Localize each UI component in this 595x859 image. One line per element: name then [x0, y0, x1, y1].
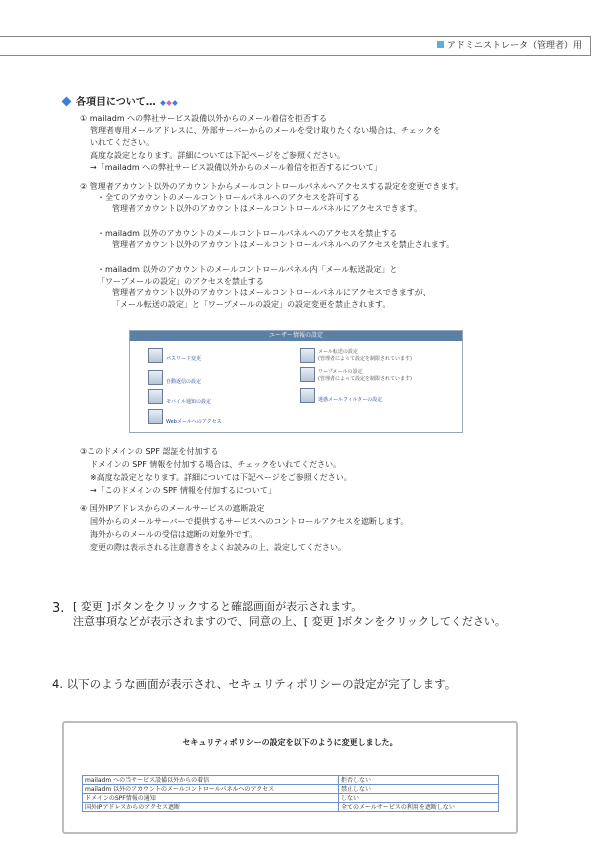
diamond-ornament-icon	[172, 100, 178, 106]
item1-title: ① mailadm への弊社サービス設備以外からのメール着信を拒否する	[80, 114, 328, 123]
table-cell-value: 禁止しない	[339, 785, 499, 794]
step4-text: 4. 以下のような画面が表示され、セキュリティポリシーの設定が完了します。	[52, 677, 457, 691]
table-cell-key: mailadm への当サービス設備以外からの着信	[83, 776, 339, 785]
item2-option: 「ワープメールの設定」のアクセスを禁止する	[97, 277, 264, 286]
item1-text: 高度な設定となります。詳細については下記ページをご参照ください。	[90, 151, 346, 160]
step3-text: [ 変更 ]ボタンをクリックすると確認画面が表示されます。	[73, 600, 363, 613]
key-icon	[148, 348, 163, 363]
table-cell-value: 拒否しない	[339, 776, 499, 785]
step3-number: 3.	[52, 601, 65, 616]
diamond-bullet-icon	[62, 97, 72, 107]
item4-text: 海外からのメールの受信は遮断の対象外です。	[90, 530, 258, 539]
item2-title: ② 管理者アカウント以外のアカウントからメールコントロールパネルへアクセスする設定を変更できます。	[80, 182, 464, 191]
item3-text: ドメインの SPF 情報を付加する場合は、チェックをいれてください。	[90, 460, 342, 469]
item2-desc: 管理者アカウント以外のアカウントはメールコントロールパネルにアクセスできます。	[112, 204, 423, 213]
header-label	[437, 40, 582, 52]
table-row	[83, 803, 499, 812]
panel-link-password[interactable]: パスワード変更	[166, 356, 202, 362]
item4-text: 変更の際は表示される注意書きをよくお読みの上、設定してください。	[90, 543, 346, 552]
item4-title: ④ 国外IPアドレスからのメールサービスの遮断設定	[80, 504, 265, 513]
item3-title: ③このドメインの SPF 認証を付加する	[80, 447, 219, 456]
item1-text: いれてください。	[90, 138, 154, 147]
table-cell-value: 全てのメールサービスの利用を遮断しない	[339, 803, 499, 812]
item2-option: ・mailadm 以外のアカウントのメールコントロールパネルへのアクセスを禁止する	[97, 229, 398, 238]
user-settings-panel	[129, 330, 463, 433]
item2-option: ・全てのアカウントのメールコントロールパネルへのアクセスを許可する	[97, 193, 360, 202]
panel-item-warp: ワープメールの設定	[318, 369, 363, 375]
item4-text: 国外からのメールサーバーで提供するサービスへのコントロールアクセスを遮断します。	[90, 517, 409, 526]
step3-text: 注意事項などが表示されますので、同意の上、[ 変更 ]ボタンをクリックしてください。	[73, 615, 506, 628]
panel-link-mobile[interactable]: モバイル通知の設定	[166, 399, 212, 405]
item1-text: 管理者専用メールアドレスに、外部サーバーからのメールを受け取りたくない場合は、チェックを	[90, 126, 441, 135]
item3-text: ※高度な設定となります。詳細については下記ページをご参照ください。	[90, 473, 352, 482]
mobile-icon	[148, 389, 163, 404]
header-bar	[0, 36, 591, 56]
item2-desc: 「メール転送の設定」と「ワープメールの設定」の設定変更を禁止されます。	[112, 300, 391, 309]
section-heading	[63, 93, 177, 108]
webmail-icon	[148, 409, 163, 424]
panel-title: ユーザー情報の設定	[130, 331, 462, 341]
panel-link-spamfilter[interactable]: 迷惑メールフィルターの設定	[318, 397, 383, 403]
table-cell-key: mailadm 以外のアカウントのメールコントロールパネルへのアクセス	[83, 785, 339, 794]
table-row	[83, 785, 499, 794]
result-title: セキュリティポリシーの設定を以下のように変更しました。	[182, 738, 398, 747]
panel-item-forward-note: (管理者によって設定を制限されています)	[318, 356, 412, 362]
panel-link-autoreply[interactable]: 自動返信の設定	[166, 379, 202, 385]
filter-icon	[300, 388, 315, 403]
forward-icon	[300, 348, 315, 363]
reply-icon	[148, 370, 163, 385]
result-box	[62, 721, 518, 834]
item2-desc: 管理者アカウント以外のアカウントはメールコントロールパネルへのアクセスを禁止されます。	[112, 240, 455, 249]
table-row	[83, 776, 499, 785]
table-cell-key: 国外IPアドレスからのアクセス遮断	[83, 803, 339, 812]
square-bullet-icon	[437, 41, 444, 48]
section-heading-text: 各項目について…	[76, 97, 156, 108]
warp-icon	[300, 367, 315, 382]
item3-link[interactable]: →「このドメインの SPF 情報を付加するについて」	[90, 486, 276, 495]
item1-link[interactable]: →「mailadm への弊社サービス設備以外からのメール着信を拒否するについて」	[90, 163, 382, 172]
panel-link-webmail[interactable]: Webメールへのアクセス	[166, 419, 222, 425]
item2-desc: 管理者アカウント以外のアカウントはメールコントロールパネルにアクセスできますが、	[112, 288, 431, 297]
panel-item-forward: メール転送の設定	[318, 349, 358, 355]
table-row	[83, 794, 499, 803]
table-cell-key: ドメインのSPF情報の通知	[83, 794, 339, 803]
panel-item-warp-note: (管理者によって設定を制限されています)	[318, 376, 412, 382]
item2-option: ・mailadm 以外のアカウントのメールコントロールパネル内「メール転送設定」と	[97, 265, 398, 274]
table-cell-value: しない	[339, 794, 499, 803]
result-table	[82, 775, 499, 812]
header-label-text: アドミニストレータ（管理者）用	[446, 41, 582, 51]
